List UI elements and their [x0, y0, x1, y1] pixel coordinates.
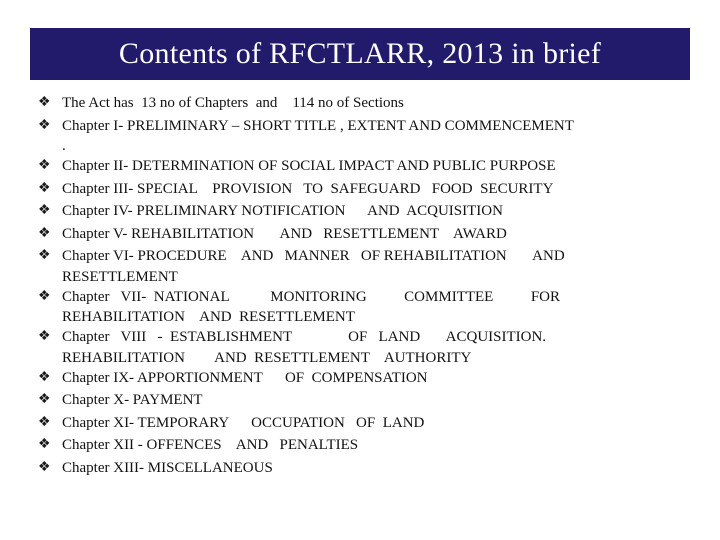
list-item: [38, 245, 688, 286]
title-banner: [30, 28, 690, 80]
list-item: [38, 326, 688, 367]
diamond-bullet-icon: ❖: [38, 288, 51, 304]
list-item: [38, 155, 688, 178]
diamond-bullet-icon: ❖: [38, 329, 51, 344]
list-item: [38, 115, 688, 156]
item-text: Chapter I- PRELIMINARY – SHORT TITLE , EXTENT AND COMMENCEMENT: [62, 117, 574, 134]
diamond-bullet-icon: ❖: [38, 459, 51, 475]
diamond-bullet-icon: ❖: [38, 180, 51, 196]
item-text: Chapter XIII- MISCELLANEOUS: [62, 459, 273, 476]
list-item: [38, 92, 688, 115]
list-item: [38, 457, 688, 480]
item-text: Chapter VI- PROCEDURE AND MANNER OF REHABILITATION AND: [62, 248, 565, 264]
diamond-bullet-icon: ❖: [38, 203, 51, 218]
item-text: Chapter VII- NATIONAL MONITORING COMMITTEE FOR: [62, 288, 561, 305]
list-item: [38, 412, 688, 435]
item-text: Chapter X- PAYMENT: [62, 392, 203, 408]
list-item: [38, 178, 688, 201]
item-text-continuation: REHABILITATION AND RESETTLEMENT: [62, 309, 355, 325]
list-item: [38, 367, 688, 390]
item-text: Chapter XI- TEMPORARY OCCUPATION OF LAND: [62, 414, 425, 431]
slide-title: Contents of RFCTLARR, 2013 in brief: [118, 37, 602, 70]
item-text: Chapter VIII - ESTABLISHMENT OF LAND ACQUISITION.: [62, 329, 547, 345]
diamond-bullet-icon: ❖: [38, 225, 51, 241]
list-item: [38, 200, 688, 223]
diamond-bullet-icon: ❖: [38, 369, 51, 385]
item-text: Chapter V- REHABILITATION AND RESETTLEMENT AWARD: [62, 225, 507, 242]
list-item: [38, 389, 688, 412]
diamond-bullet-icon: ❖: [38, 248, 51, 263]
diamond-bullet-icon: ❖: [38, 392, 51, 407]
list-item: [38, 286, 688, 327]
item-text: Chapter II- DETERMINATION OF SOCIAL IMPACT AND PUBLIC PURPOSE: [62, 158, 556, 174]
diamond-bullet-icon: ❖: [38, 95, 51, 110]
list-item: [38, 223, 688, 246]
diamond-bullet-icon: ❖: [38, 437, 51, 452]
list-item: [38, 434, 688, 457]
item-text: Chapter IV- PRELIMINARY NOTIFICATION AND ACQUISITION: [62, 203, 503, 219]
item-text-continuation: .: [62, 138, 66, 154]
item-text: Chapter IX- APPORTIONMENT OF COMPENSATION: [62, 369, 428, 386]
item-text-continuation: REHABILITATION AND RESETTLEMENT AUTHORITY: [62, 349, 472, 366]
diamond-bullet-icon: ❖: [38, 117, 51, 133]
diamond-bullet-icon: ❖: [38, 414, 51, 430]
contents-list: [38, 92, 688, 479]
item-text: Chapter XII - OFFENCES AND PENALTIES: [62, 437, 359, 453]
diamond-bullet-icon: ❖: [38, 158, 51, 173]
item-text-continuation: RESETTLEMENT: [62, 268, 178, 285]
item-text: The Act has 13 no of Chapters and 114 no of Sections: [62, 95, 404, 111]
item-text: Chapter III- SPECIAL PROVISION TO SAFEGUARD FOOD SECURITY: [62, 180, 554, 197]
